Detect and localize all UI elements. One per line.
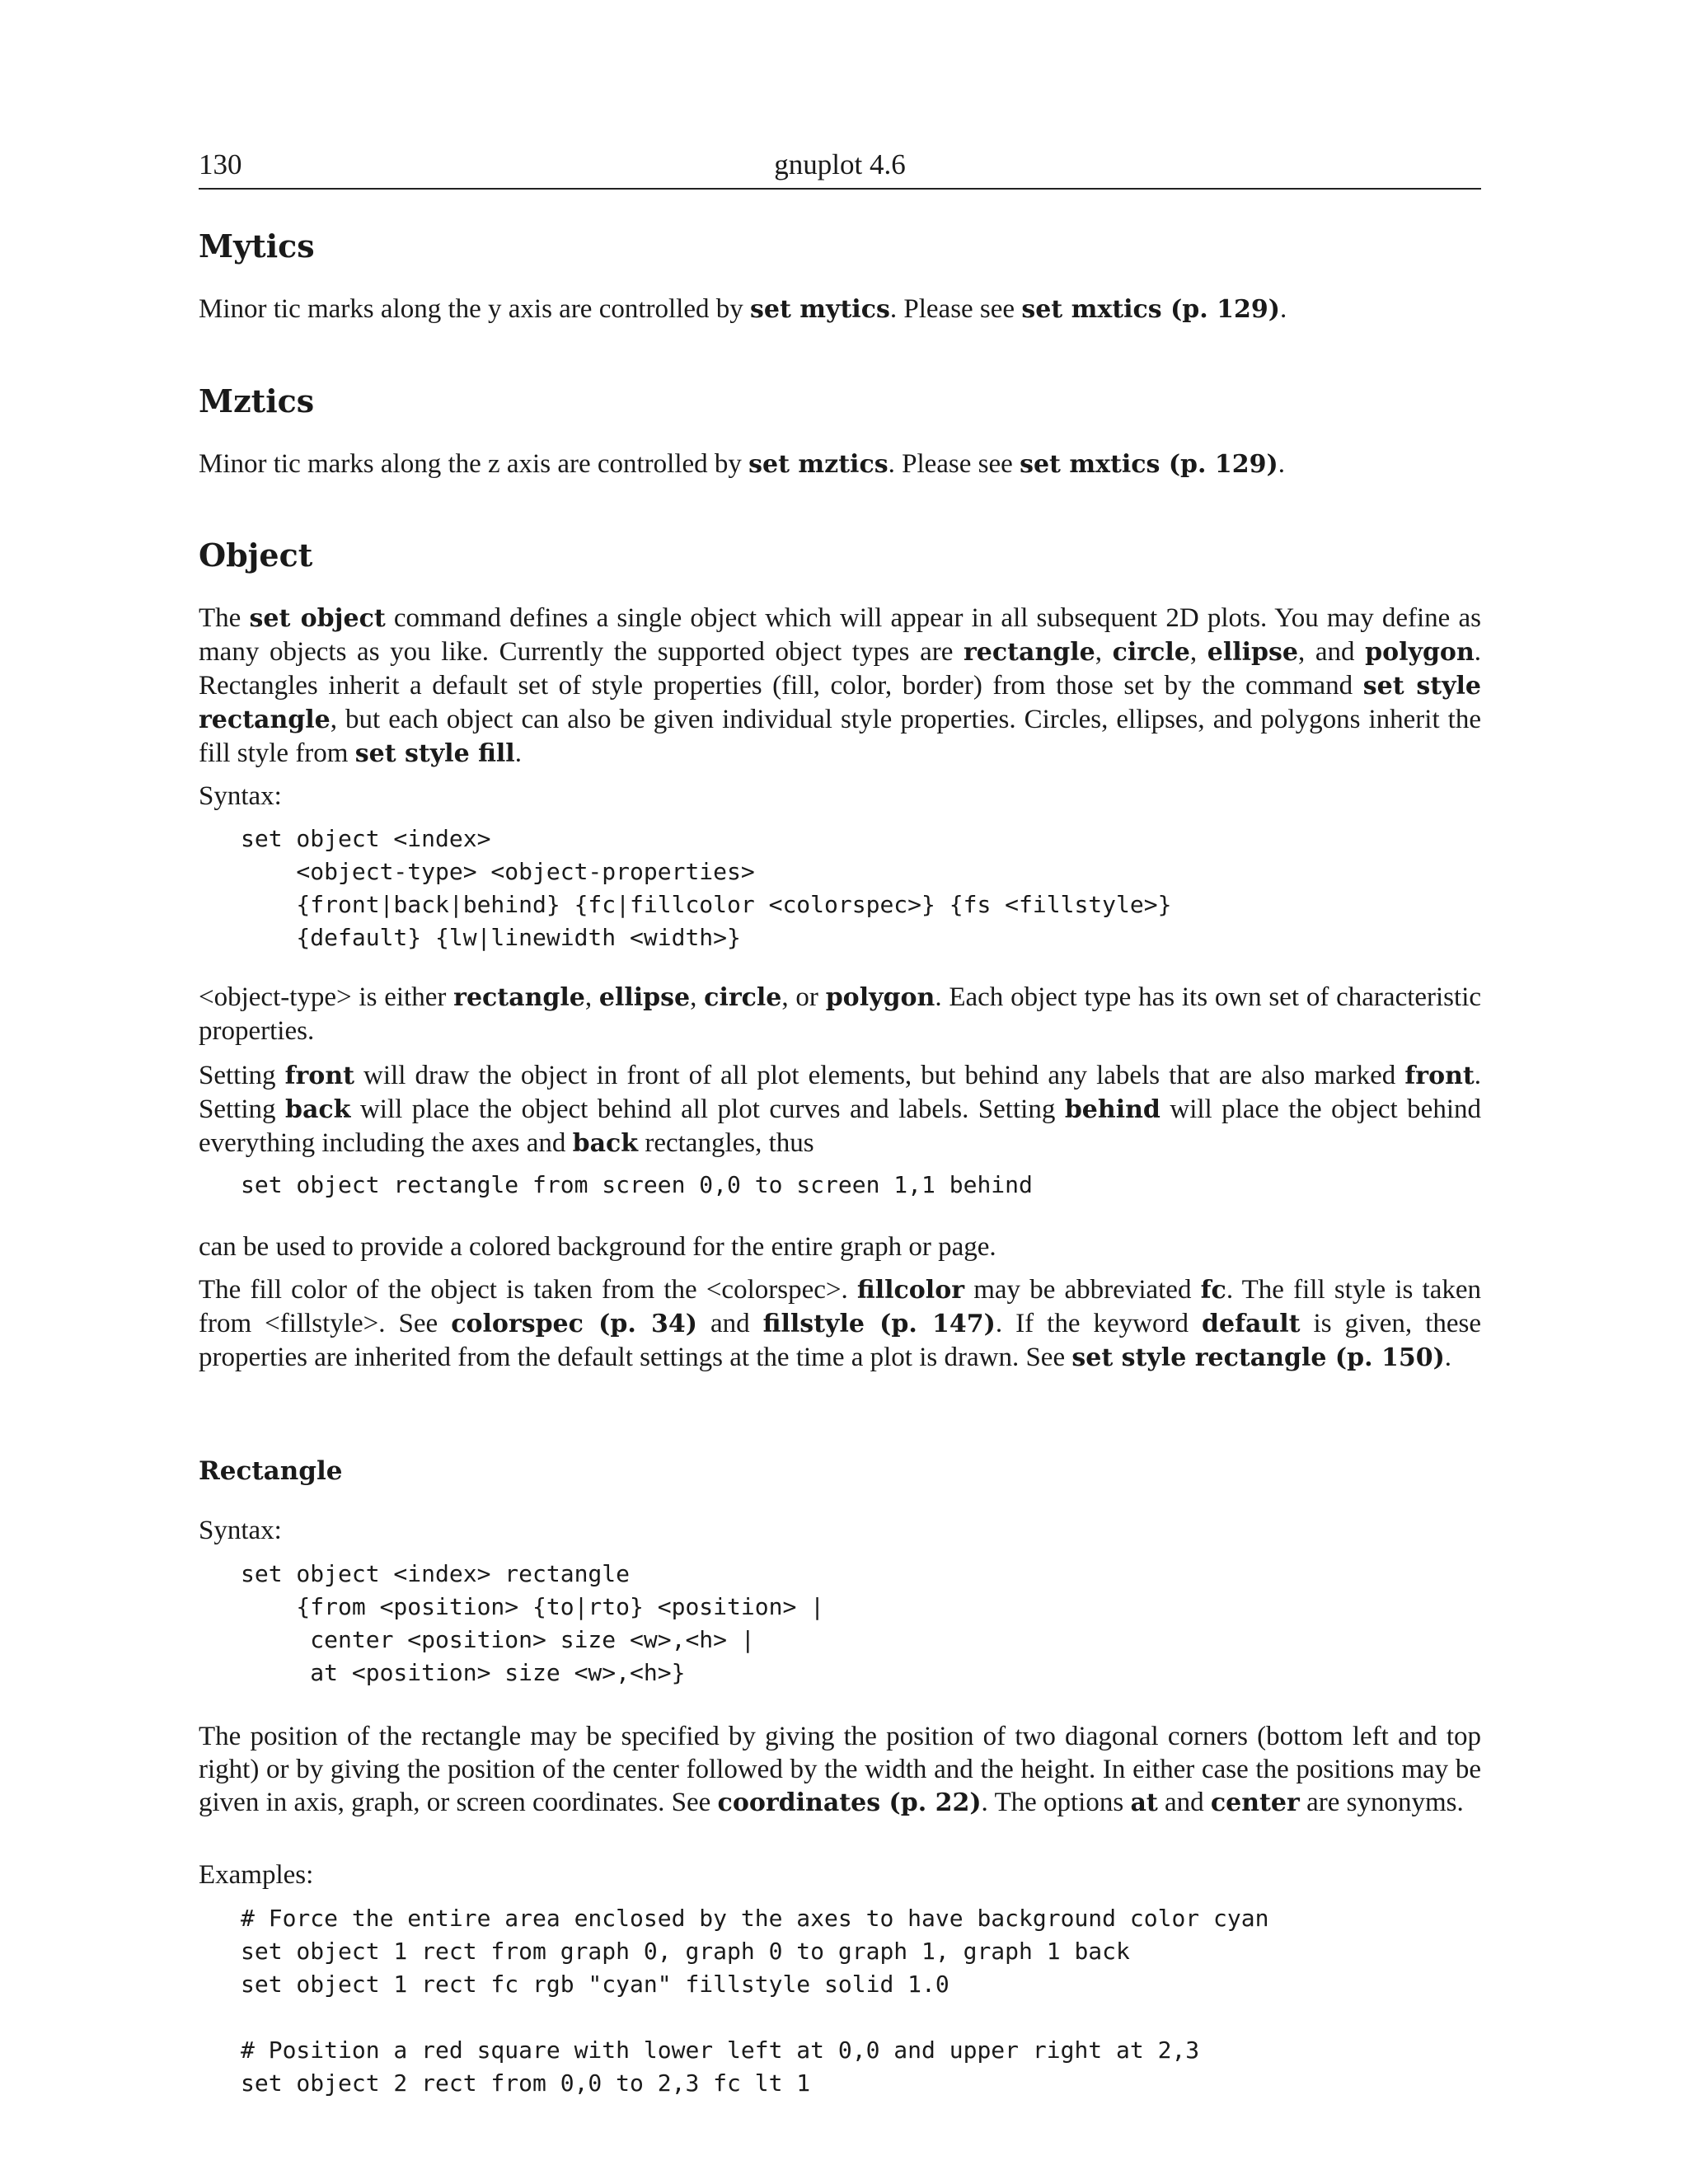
text-run: command defines a single object which will appear in all subsequent 2D plots. You may define as many objects as you like. Currently the supported object types are: [199, 603, 1481, 667]
object-front-paragraph: [199, 1059, 1481, 1160]
text-run: , and: [1297, 637, 1366, 667]
text-run: will place the object behind everything including the axes and: [199, 1094, 1482, 1158]
bold-term: back: [285, 1095, 351, 1124]
text-run: <object-type> is either: [199, 982, 454, 1012]
text-run: . Rectangles inherit a default set of style properties (fill, color, border) from those set by the command: [199, 637, 1482, 701]
bold-term: polygon: [825, 983, 935, 1012]
bold-term: ellipse: [1207, 638, 1298, 667]
bold-term: set style fill: [354, 739, 515, 768]
text-run: is given, these properties are inherited from the default settings at the time a plot is drawn. See: [199, 1309, 1481, 1372]
bold-term: rectangle: [453, 983, 585, 1012]
text-run: Setting: [199, 1061, 285, 1090]
text-run: may be abbreviated: [964, 1275, 1201, 1305]
bold-term: front: [1404, 1062, 1475, 1090]
bold-term: set object: [249, 604, 386, 633]
text-run: and: [1157, 1788, 1211, 1817]
text-run: will place the object behind all plot curves and labels. Setting: [350, 1094, 1065, 1124]
bold-term: set mytics: [750, 295, 890, 324]
bold-term: rectangle: [964, 638, 1095, 667]
rectangle-syntax-code: set object <index> rectangle {from <position> {to|rto} <position> | center <position> size <w>,<h> | at <position> size <w>,<h>}: [241, 1560, 825, 1686]
bold-term: back: [572, 1129, 639, 1158]
section-heading-mztics: Mztics: [199, 382, 315, 419]
text-run: can be used to provide a colored background for the entire graph or page.: [199, 1232, 996, 1262]
bold-term: default: [1202, 1310, 1301, 1338]
text-run: Minor tic marks along the z axis are controlled by: [199, 449, 749, 479]
mytics-paragraph: [199, 293, 1481, 326]
text-run: . The options: [981, 1788, 1131, 1817]
text-run: and: [696, 1309, 763, 1338]
text-run: ,: [1095, 637, 1113, 667]
text-run: The position of the rectangle may be specified by giving the position of two diagonal corners (bottom left and top right) or by giving the position of the center followed by the width and the height. In either case the positions may be given in axis, graph, or screen coordinates. See: [199, 1722, 1481, 1817]
text-run: The fill color of the object is taken from the <colorspec>.: [199, 1275, 857, 1305]
mztics-paragraph: [199, 448, 1481, 481]
text-run: .: [1278, 449, 1285, 479]
running-title: gnuplot 4.6: [774, 148, 906, 180]
bold-term: colorspec (p. 34): [451, 1310, 697, 1338]
bold-term: polygon: [1365, 638, 1475, 667]
object-syntax-code: set object <index> <object-type> <object-properties> {front|back|behind} {fc|fillcolor <colorspec>} {fs <fillstyle>} {default} {lw|linewidth <width>}: [241, 825, 1172, 951]
bold-term: set style rectangle (p. 150): [1071, 1343, 1445, 1372]
bold-term: ellipse: [598, 983, 691, 1012]
bold-term: front: [284, 1062, 354, 1090]
text-run: . Each object type has its own set of characteristic properties.: [199, 982, 1482, 1046]
text-run: .: [1279, 294, 1287, 324]
bold-term: behind: [1064, 1095, 1160, 1124]
text-run: ,: [1189, 637, 1207, 667]
bold-term: fillcolor: [856, 1276, 965, 1305]
bold-term: circle: [1112, 638, 1190, 667]
text-run: rectangles, thus: [638, 1128, 814, 1158]
bold-term: fillstyle (p. 147): [762, 1310, 996, 1338]
bold-term: set style rectangle: [199, 672, 1481, 734]
bold-term: fc: [1200, 1276, 1226, 1305]
page-header: [199, 147, 1481, 190]
text-run: , but each object can also be given individual style properties. Circles, ellipses, and polygons inherit the fill style from: [199, 705, 1481, 768]
bold-term: set mztics: [748, 450, 889, 479]
bold-term: center: [1210, 1788, 1300, 1817]
text-run: . Setting: [199, 1061, 1481, 1124]
text-run: , or: [781, 982, 826, 1012]
text-run: ,: [584, 982, 599, 1012]
object-syntax-label: Syntax:: [199, 781, 282, 811]
object-fill-paragraph: [199, 1273, 1481, 1375]
bold-term: set mxtics (p. 129): [1020, 450, 1278, 479]
rectangle-examples-label: Examples:: [199, 1860, 314, 1890]
object-types-paragraph: [199, 981, 1481, 1047]
text-run: will draw the object in front of all plot elements, but behind any labels that are also marked: [354, 1061, 1405, 1090]
text-run: are synonyms.: [1299, 1788, 1464, 1817]
background-paragraph: [199, 1230, 1481, 1263]
text-run: Minor tic marks along the y axis are controlled by: [199, 294, 750, 324]
section-heading-mytics: Mytics: [199, 227, 315, 265]
bold-term: set mxtics (p. 129): [1021, 295, 1280, 324]
section-heading-object: Object: [199, 537, 313, 574]
rectangle-examples-code: # Force the entire area enclosed by the axes to have background color cyan set object 1 rect from graph 0, graph 0 to graph 1, graph 1 back set object 1 rect fc rgb "cyan" fillstyle solid 1.0 # Position a red square with lower left at 0,0 and upper right at 2,3 set object 2 rect from 0,0 to 2,3 fc lt 1: [241, 1905, 1269, 2097]
rectangle-syntax-label: Syntax:: [199, 1516, 282, 1545]
subsection-heading-rectangle: Rectangle: [199, 1456, 343, 1486]
text-run: ,: [690, 982, 705, 1012]
object-intro-paragraph: [199, 602, 1481, 771]
behind-example-code: set object rectangle from screen 0,0 to screen 1,1 behind: [241, 1171, 1033, 1198]
text-run: . If the keyword: [995, 1309, 1203, 1338]
bold-term: circle: [704, 983, 782, 1012]
page-number: 130: [199, 148, 242, 180]
bold-term: coordinates (p. 22): [717, 1788, 982, 1817]
rectangle-position-paragraph: [199, 1720, 1481, 1820]
text-run: . The fill style is taken from <fillstyle>. See: [199, 1275, 1481, 1338]
text-run: . Please see: [888, 449, 1020, 479]
text-run: .: [514, 738, 522, 768]
text-run: The: [199, 603, 250, 633]
bold-term: at: [1130, 1788, 1158, 1817]
text-run: .: [1444, 1343, 1452, 1372]
text-run: . Please see: [889, 294, 1022, 324]
